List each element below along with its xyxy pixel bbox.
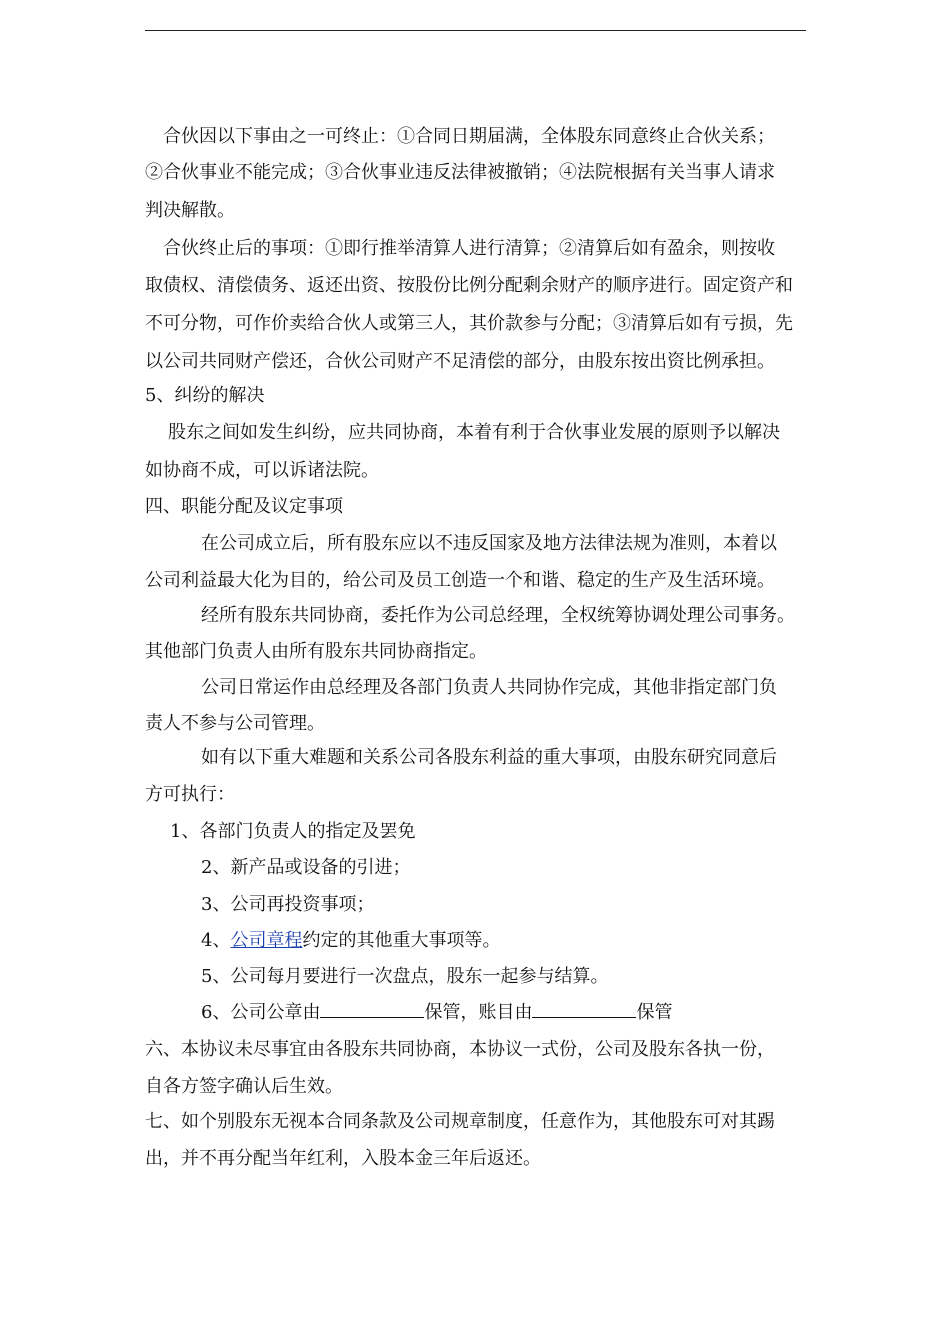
accounts-keeper-blank[interactable] xyxy=(532,1001,636,1018)
list-item-5: 5、公司每月要进行一次盘点，股东一起参与结算。 xyxy=(201,966,609,987)
para-after-termination-line2: 取债权、清偿债务、返还出资、按股份比例分配剩余财产的顺序进行。固定资产和 xyxy=(145,275,793,296)
para-section-seven-line2: 出，并不再分配当年红利，入股本金三年后返还。 xyxy=(145,1148,541,1169)
para-principle-line1: 在公司成立后，所有股东应以不违反国家及地方法律法规为准则，本着以 xyxy=(201,533,777,554)
para-section-seven-line1: 七、如个别股东无视本合同条款及公司规章制度，任意作为，其他股东可对其踢 xyxy=(145,1111,775,1132)
seal-keeper-blank[interactable] xyxy=(320,1001,424,1018)
header-rule xyxy=(145,30,806,31)
heading-section-four: 四、职能分配及议定事项 xyxy=(145,496,343,517)
company-charter-link[interactable]: 公司章程 xyxy=(230,930,303,951)
list-item-3: 3、公司再投资事项； xyxy=(201,894,375,915)
list-item-6-text-c: 保管 xyxy=(636,1002,673,1023)
para-section-six-line1: 六、本协议未尽事宜由各股东共同协商，本协议一式份，公司及股东各执一份， xyxy=(145,1039,775,1060)
para-major-matters-line2: 方可执行： xyxy=(145,784,235,805)
para-operation-line1: 公司日常运作由总经理及各部门负责人共同协作完成，其他非指定部门负 xyxy=(201,677,777,698)
para-dispute-line1: 股东之间如发生纠纷，应共同协商，本着有利于合伙事业发展的原则予以解决 xyxy=(168,422,780,443)
list-item-6-text-b: 保管，账目由 xyxy=(424,1002,533,1023)
list-item-2: 2、新产品或设备的引进； xyxy=(201,857,411,878)
list-item-4-text: 约定的其他重大事项等。 xyxy=(302,930,501,951)
heading-dispute: 5、纠纷的解决 xyxy=(145,385,265,406)
para-operation-line2: 责人不参与公司管理。 xyxy=(145,713,325,734)
list-item-6 xyxy=(201,1001,672,1025)
para-after-termination-line1: 合伙终止后的事项：①即行推举清算人进行清算；②清算后如有盈余，则按收 xyxy=(163,238,775,259)
para-major-matters-line1: 如有以下重大难题和关系公司各股东利益的重大事项，由股东研究同意后 xyxy=(201,747,777,768)
para-section-six-line2: 自各方签字确认后生效。 xyxy=(145,1076,343,1097)
list-item-4 xyxy=(201,929,500,953)
list-item-6-text-a: 6、公司公章由 xyxy=(201,1002,321,1023)
para-after-termination-line3: 不可分物，可作价卖给合伙人或第三人，其价款参与分配；③清算后如有亏损，先 xyxy=(145,313,793,334)
para-termination-line1: 合伙因以下事由之一可终止：①合同日期届满，全体股东同意终止合伙关系； xyxy=(163,126,775,147)
para-dispute-line2: 如协商不成，可以诉诸法院。 xyxy=(145,460,379,481)
para-after-termination-line4: 以公司共同财产偿还，合伙公司财产不足清偿的部分，由股东按出资比例承担。 xyxy=(145,351,775,372)
para-manager-line1: 经所有股东共同协商，委托作为公司总经理，全权统筹协调处理公司事务。 xyxy=(201,605,795,626)
list-item-4-number: 4、 xyxy=(201,930,231,951)
para-principle-line2: 公司利益最大化为目的，给公司及员工创造一个和谐、稳定的生产及生活环境。 xyxy=(145,570,775,591)
para-manager-line2: 其他部门负责人由所有股东共同协商指定。 xyxy=(145,641,487,662)
list-item-1: 1、各部门负责人的指定及罢免 xyxy=(170,821,416,842)
para-termination-line2: ②合伙事业不能完成；③合伙事业违反法律被撤销；④法院根据有关当事人请求 xyxy=(145,162,775,183)
para-termination-line3: 判决解散。 xyxy=(145,200,235,221)
